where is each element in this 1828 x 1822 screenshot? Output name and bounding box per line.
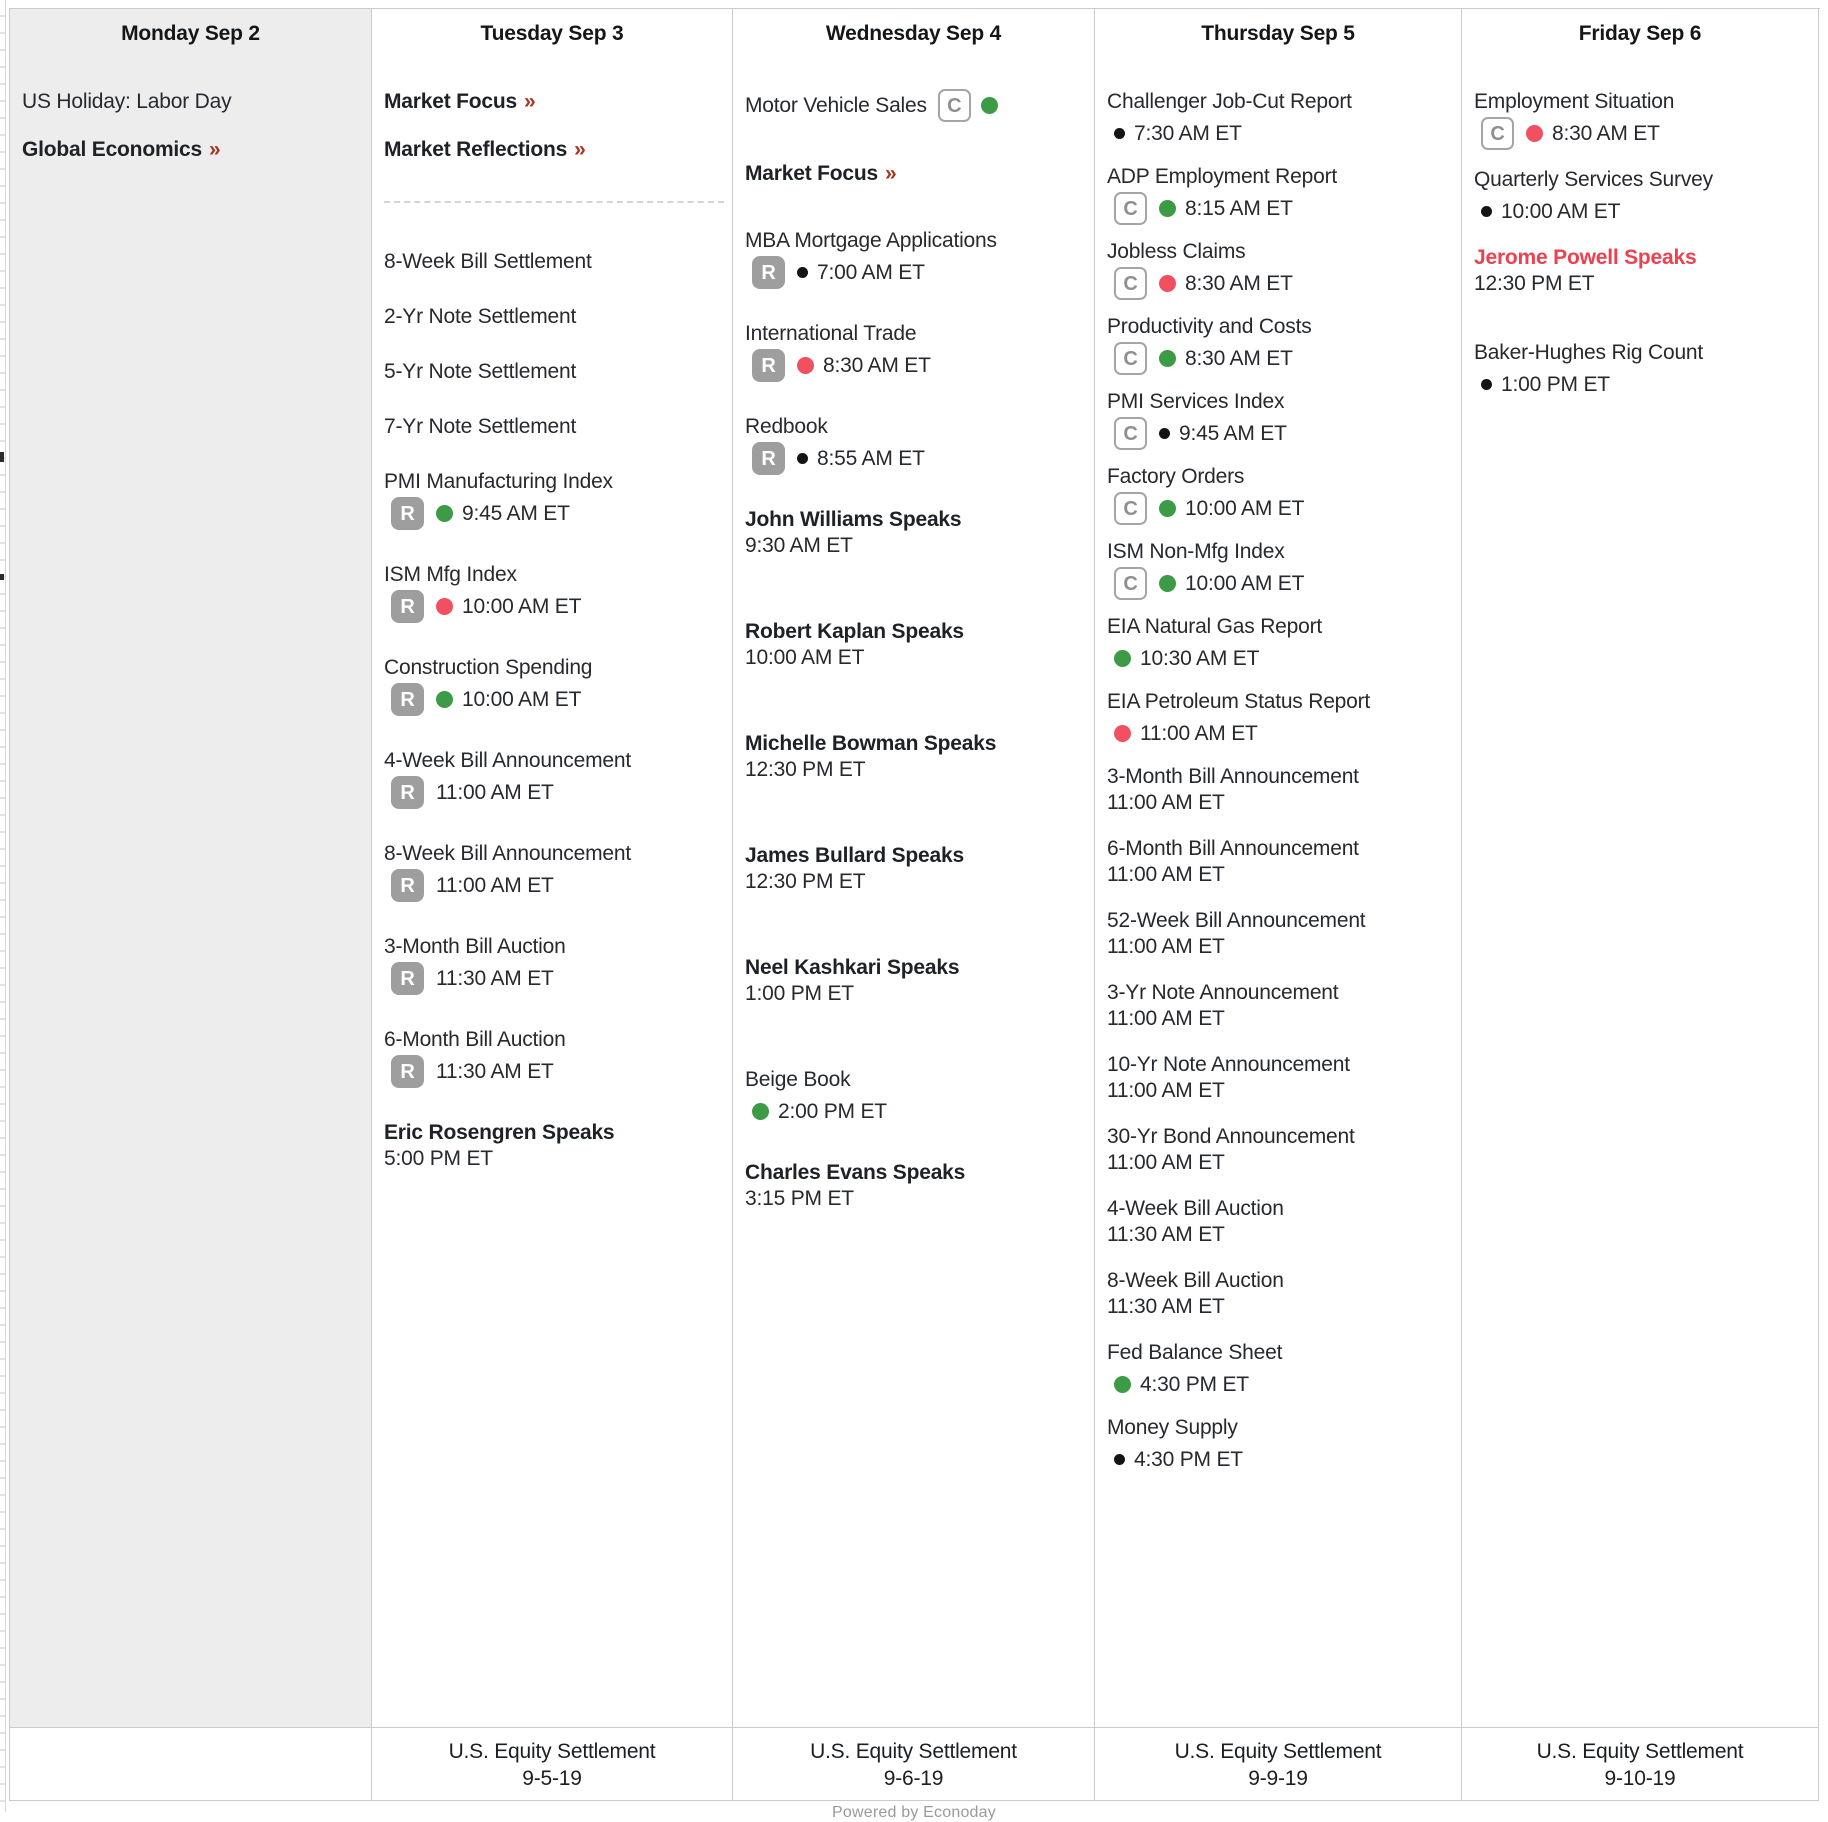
event-title: Construction Spending: [384, 656, 593, 679]
left-edge-mark: [0, 574, 4, 580]
calendar-event: [384, 1027, 724, 1088]
event-title: Jobless Claims: [1107, 240, 1246, 263]
event-title: Baker-Hughes Rig Count: [1474, 341, 1704, 364]
speaker-name: Robert Kaplan Speaks: [745, 620, 964, 643]
link-label: Market Focus: [745, 162, 878, 185]
market-reflections-link[interactable]: [384, 137, 724, 163]
double-chevron-icon: »: [574, 138, 586, 161]
event-time: 12:30 PM ET: [745, 870, 866, 893]
event-time: 12:30 PM ET: [1474, 272, 1595, 295]
column-header: Tuesday Sep 3: [480, 22, 624, 45]
green-dot-icon: [1114, 650, 1131, 667]
event-time-row: [1481, 195, 1810, 228]
speaker-name: James Bullard Speaks: [745, 844, 964, 867]
event-time-row: [745, 981, 1086, 1007]
event-title: Redbook: [745, 415, 828, 438]
column-body: [733, 55, 1094, 1727]
event-time-row: [1114, 492, 1453, 525]
column-header: Friday Sep 6: [1578, 22, 1702, 45]
event-time: 10:00 AM ET: [1185, 496, 1305, 520]
calendar-event: [1107, 389, 1453, 450]
link-label: Market Focus: [384, 90, 517, 113]
r-badge-icon[interactable]: R: [391, 776, 424, 809]
event-time: 11:00 AM ET: [1107, 863, 1225, 886]
event-title: ISM Non-Mfg Index: [1107, 540, 1285, 563]
event-title: 3-Month Bill Auction: [384, 935, 566, 958]
speaker-item: [745, 955, 1086, 1007]
event-title: 8-Week Bill Auction: [1107, 1269, 1284, 1292]
red-dot-icon: [436, 598, 453, 615]
event-time: 12:30 PM ET: [745, 758, 866, 781]
speaker-item: [745, 1160, 1086, 1212]
event-time: 11:00 AM ET: [1107, 935, 1225, 958]
calendar-event: [745, 228, 1086, 289]
event-title: Factory Orders: [1107, 465, 1245, 488]
event-time-row: [752, 256, 1086, 289]
column-body: [10, 55, 371, 1727]
red-dot-icon: [1114, 725, 1131, 742]
r-badge-icon[interactable]: R: [391, 683, 424, 716]
speaker-item: [1474, 245, 1810, 297]
r-badge-icon[interactable]: R: [752, 442, 785, 475]
event-title: EIA Petroleum Status Report: [1107, 690, 1371, 713]
event-time-row: [752, 442, 1086, 475]
event-time: 9:30 AM ET: [745, 534, 853, 557]
event-title: International Trade: [745, 322, 917, 345]
calendar-item: [22, 89, 363, 115]
calendar-event: [1107, 164, 1453, 225]
event-time-row: [752, 1095, 1086, 1128]
event-time: 11:30 AM ET: [1107, 1223, 1225, 1246]
speaker-name: John Williams Speaks: [745, 508, 962, 531]
calendar-item: [384, 304, 724, 330]
red-dot-icon: [1526, 125, 1543, 142]
event-time: 11:00 AM ET: [1107, 1007, 1225, 1030]
day-column-friday: [1461, 9, 1819, 1801]
event-title: 6-Month Bill Announcement: [1107, 837, 1359, 860]
event-time: 10:00 AM ET: [1501, 199, 1621, 223]
event-title: Beige Book: [745, 1068, 851, 1091]
event-time-row: [1114, 117, 1453, 150]
green-dot-icon: [752, 1103, 769, 1120]
event-title: Money Supply: [1107, 1416, 1238, 1439]
green-dot-icon: [1159, 200, 1176, 217]
red-dot-icon: [797, 357, 814, 374]
speaker-name: Neel Kashkari Speaks: [745, 956, 960, 979]
event-title: 3-Month Bill Announcement: [1107, 765, 1359, 788]
equity-settlement-date: 9-5-19: [522, 1767, 582, 1790]
green-dot-icon: [1159, 350, 1176, 367]
black-dot-icon: [1481, 379, 1492, 390]
event-title: Challenger Job-Cut Report: [1107, 90, 1352, 113]
event-time: 2:00 PM ET: [778, 1099, 887, 1123]
event-time-row: [1107, 1294, 1453, 1320]
green-dot-icon: [436, 691, 453, 708]
event-time-row: [1114, 642, 1453, 675]
event-time: 8:30 AM ET: [1185, 346, 1293, 370]
equity-settlement-label: U.S. Equity Settlement: [810, 1740, 1017, 1763]
calendar-event: [384, 934, 724, 995]
event-title: 52-Week Bill Announcement: [1107, 909, 1366, 932]
event-time-row: [391, 962, 724, 995]
global-economics-link[interactable]: [22, 137, 363, 163]
event-title: ISM Mfg Index: [384, 563, 517, 586]
calendar-event: [384, 748, 724, 809]
event-time: 7:30 AM ET: [1134, 121, 1242, 145]
event-time-row: [1114, 192, 1453, 225]
calendar-event: [1107, 89, 1453, 150]
event-time: 1:00 PM ET: [1501, 372, 1610, 396]
left-edge-mark: [0, 452, 4, 462]
event-time: 11:00 AM ET: [1107, 1151, 1225, 1174]
green-dot-icon: [981, 97, 998, 114]
event-time: 9:45 AM ET: [1179, 421, 1287, 445]
green-dot-icon: [436, 505, 453, 522]
r-badge-icon[interactable]: R: [752, 256, 785, 289]
dashed-separator: [384, 201, 724, 203]
event-time-row: [1107, 790, 1453, 816]
event-title: 7-Yr Note Settlement: [384, 415, 577, 438]
equity-settlement-date: 9-10-19: [1604, 1767, 1676, 1790]
column-body: [1095, 55, 1461, 1727]
double-chevron-icon: »: [884, 162, 897, 185]
event-title: 6-Month Bill Auction: [384, 1028, 566, 1051]
event-time-row: [391, 869, 724, 902]
calendar-event: [1107, 1052, 1453, 1104]
r-badge-icon[interactable]: R: [391, 962, 424, 995]
event-title: 30-Yr Bond Announcement: [1107, 1125, 1355, 1148]
event-title: 10-Yr Note Announcement: [1107, 1053, 1350, 1076]
speaker-name: Jerome Powell Speaks: [1474, 246, 1697, 269]
calendar-event: [1107, 836, 1453, 888]
event-title: Employment Situation: [1474, 90, 1675, 113]
event-time-row: [745, 645, 1086, 671]
calendar-event: [384, 562, 724, 623]
event-title: Productivity and Costs: [1107, 315, 1312, 338]
calendar-event: [1107, 464, 1453, 525]
speaker-name: Charles Evans Speaks: [745, 1161, 966, 1184]
calendar-event: [1474, 167, 1810, 228]
calendar-event: [1107, 689, 1453, 750]
event-title: Quarterly Services Survey: [1474, 168, 1713, 191]
event-time-row: [391, 1055, 724, 1088]
equity-settlement-date: 9-9-19: [1248, 1767, 1308, 1790]
event-time-row: [1107, 1150, 1453, 1176]
speaker-item: [384, 1120, 724, 1172]
red-dot-icon: [1159, 275, 1176, 292]
event-title: Motor Vehicle Sales: [745, 93, 927, 117]
event-time: 10:00 AM ET: [462, 594, 582, 618]
calendar-event: [1474, 89, 1810, 150]
column-body: [372, 55, 732, 1727]
event-time-row: [1114, 717, 1453, 750]
calendar-event: [1107, 1268, 1453, 1320]
black-dot-icon: [1114, 1454, 1125, 1465]
event-time-row: [1114, 1443, 1453, 1476]
event-time: 10:00 AM ET: [462, 687, 582, 711]
link-label: Market Reflections: [384, 138, 568, 161]
event-time: 8:30 AM ET: [823, 353, 931, 377]
c-badge-icon[interactable]: C: [1114, 417, 1147, 450]
c-badge-icon[interactable]: C: [1114, 342, 1147, 375]
event-time-row: [391, 683, 724, 716]
economic-calendar-week: [9, 8, 1820, 1801]
event-time-row: [1107, 934, 1453, 960]
event-time-row: [752, 349, 1086, 382]
calendar-event: [745, 414, 1086, 475]
event-title: 8-Week Bill Announcement: [384, 842, 631, 865]
event-title: 3-Yr Note Announcement: [1107, 981, 1339, 1004]
r-badge-icon[interactable]: R: [391, 497, 424, 530]
speaker-item: [745, 619, 1086, 671]
event-time-row: [745, 757, 1086, 783]
column-body: [1462, 55, 1818, 1727]
green-dot-icon: [1114, 1376, 1131, 1393]
event-time: 9:45 AM ET: [462, 501, 570, 525]
calendar-event: [384, 469, 724, 530]
black-dot-icon: [797, 267, 808, 278]
event-time-row: [1107, 1078, 1453, 1104]
event-time-row: [1107, 1006, 1453, 1032]
event-time-row: [391, 497, 724, 530]
c-badge-icon[interactable]: C: [1114, 267, 1147, 300]
c-badge-icon[interactable]: C: [1114, 492, 1147, 525]
event-time: 8:15 AM ET: [1185, 196, 1293, 220]
r-badge-icon[interactable]: R: [391, 1055, 424, 1088]
event-time-row: [391, 590, 724, 623]
calendar-event: [745, 89, 1086, 122]
left-edge-artifact: [0, 0, 6, 1812]
calendar-event: [1107, 614, 1453, 675]
green-dot-icon: [1159, 575, 1176, 592]
double-chevron-icon: »: [209, 138, 221, 161]
calendar-item: [384, 249, 724, 275]
event-time: 11:00 AM ET: [1107, 1079, 1225, 1102]
black-dot-icon: [797, 453, 808, 464]
event-time-row: [1114, 417, 1453, 450]
calendar-event: [1107, 1124, 1453, 1176]
calendar-event: [1107, 314, 1453, 375]
calendar-event: [1107, 908, 1453, 960]
event-time: 11:30 AM ET: [1107, 1295, 1225, 1318]
event-time-row: [1481, 368, 1810, 401]
event-time: 10:30 AM ET: [1140, 646, 1260, 670]
equity-settlement-cell: [372, 1727, 732, 1801]
calendar-event: [1107, 1415, 1453, 1476]
calendar-event: [1107, 980, 1453, 1032]
event-title: PMI Services Index: [1107, 390, 1285, 413]
event-time-row: [1107, 862, 1453, 888]
event-title: 8-Week Bill Settlement: [384, 250, 592, 273]
event-time-row: [384, 1146, 724, 1172]
event-time-row: [1114, 1368, 1453, 1401]
event-title: ADP Employment Report: [1107, 165, 1338, 188]
double-chevron-icon: »: [523, 90, 536, 113]
day-column-wednesday: [732, 9, 1094, 1801]
event-time-row: [1114, 342, 1453, 375]
event-time-row: [1114, 267, 1453, 300]
event-title: PMI Manufacturing Index: [384, 470, 613, 493]
black-dot-icon: [1481, 206, 1492, 217]
event-time-row: [1114, 567, 1453, 600]
equity-settlement-label: U.S. Equity Settlement: [1174, 1740, 1382, 1763]
event-title: 2-Yr Note Settlement: [384, 305, 577, 328]
calendar-event: [1474, 340, 1810, 401]
calendar-event: [384, 655, 724, 716]
day-column-monday: [9, 9, 371, 1801]
event-time-row: [745, 533, 1086, 559]
c-badge-icon[interactable]: C: [938, 89, 971, 122]
day-column-thursday: [1094, 9, 1461, 1801]
column-header: Wednesday Sep 4: [825, 22, 1002, 45]
equity-settlement-label: U.S. Equity Settlement: [1536, 1740, 1744, 1763]
black-dot-icon: [1114, 128, 1125, 139]
event-time: 8:55 AM ET: [817, 446, 925, 470]
r-badge-icon[interactable]: R: [391, 869, 424, 902]
equity-settlement-cell: [10, 1727, 371, 1801]
event-time-row: [745, 869, 1086, 895]
event-time: 8:30 AM ET: [1552, 121, 1660, 145]
r-badge-icon[interactable]: R: [752, 349, 785, 382]
calendar-event: [1107, 539, 1453, 600]
event-time: 7:00 AM ET: [817, 260, 925, 284]
r-badge-icon[interactable]: R: [391, 590, 424, 623]
event-title: 4-Week Bill Announcement: [384, 749, 631, 772]
calendar-event: [745, 1067, 1086, 1128]
equity-settlement-label: U.S. Equity Settlement: [448, 1740, 656, 1763]
event-time-row: [745, 1186, 1086, 1212]
calendar-event: [745, 321, 1086, 382]
event-time: 4:30 PM ET: [1134, 1447, 1243, 1471]
event-time-row: [391, 776, 724, 809]
event-title: EIA Natural Gas Report: [1107, 615, 1323, 638]
speaker-name: Eric Rosengren Speaks: [384, 1121, 615, 1144]
event-time-row: [1481, 117, 1810, 150]
event-title: Fed Balance Sheet: [1107, 1341, 1283, 1364]
calendar-event: [1107, 764, 1453, 816]
equity-settlement-cell: [1462, 1727, 1818, 1801]
event-time: 11:00 AM ET: [436, 873, 554, 897]
event-time: 1:00 PM ET: [745, 982, 854, 1005]
event-time-row: [1107, 1222, 1453, 1248]
event-time: 10:00 AM ET: [1185, 571, 1305, 595]
market-focus-link[interactable]: [745, 161, 1086, 187]
black-dot-icon: [1159, 428, 1170, 439]
c-badge-icon[interactable]: C: [1114, 192, 1147, 225]
speaker-name: Michelle Bowman Speaks: [745, 732, 997, 755]
event-time: 11:30 AM ET: [436, 966, 554, 990]
market-focus-link[interactable]: [384, 89, 724, 115]
event-time: 5:00 PM ET: [384, 1147, 493, 1170]
calendar-event: [1107, 239, 1453, 300]
calendar-event: [1107, 1340, 1453, 1401]
event-time: 11:30 AM ET: [436, 1059, 554, 1083]
green-dot-icon: [1159, 500, 1176, 517]
event-time: 11:00 AM ET: [1107, 791, 1225, 814]
equity-settlement-cell: [733, 1727, 1094, 1801]
event-time: 10:00 AM ET: [745, 646, 865, 669]
footer-caption: Powered by Econoday: [832, 1804, 996, 1821]
event-title: US Holiday: Labor Day: [22, 90, 232, 113]
calendar-event: [1107, 1196, 1453, 1248]
event-title: 5-Yr Note Settlement: [384, 360, 577, 383]
event-time: 11:00 AM ET: [436, 780, 554, 804]
event-time: 4:30 PM ET: [1140, 1372, 1249, 1396]
equity-settlement-cell: [1095, 1727, 1461, 1801]
speaker-item: [745, 507, 1086, 559]
event-time: 11:00 AM ET: [1140, 721, 1258, 745]
day-column-tuesday: [371, 9, 732, 1801]
event-time: 3:15 PM ET: [745, 1187, 854, 1210]
calendar-event: [384, 841, 724, 902]
speaker-item: [745, 843, 1086, 895]
event-time: 8:30 AM ET: [1185, 271, 1293, 295]
calendar-item: [384, 414, 724, 440]
calendar-item: [384, 359, 724, 385]
event-title: MBA Mortgage Applications: [745, 229, 997, 252]
link-label: Global Economics: [22, 138, 203, 161]
event-title: 4-Week Bill Auction: [1107, 1197, 1284, 1220]
c-badge-icon[interactable]: C: [1114, 567, 1147, 600]
column-header: Monday Sep 2: [10, 9, 371, 55]
event-time-row: [1474, 271, 1810, 297]
speaker-item: [745, 731, 1086, 783]
c-badge-icon[interactable]: C: [1481, 117, 1514, 150]
equity-settlement-date: 9-6-19: [883, 1767, 944, 1790]
event-inline-row: [745, 89, 1086, 122]
column-header: Thursday Sep 5: [1201, 22, 1355, 45]
